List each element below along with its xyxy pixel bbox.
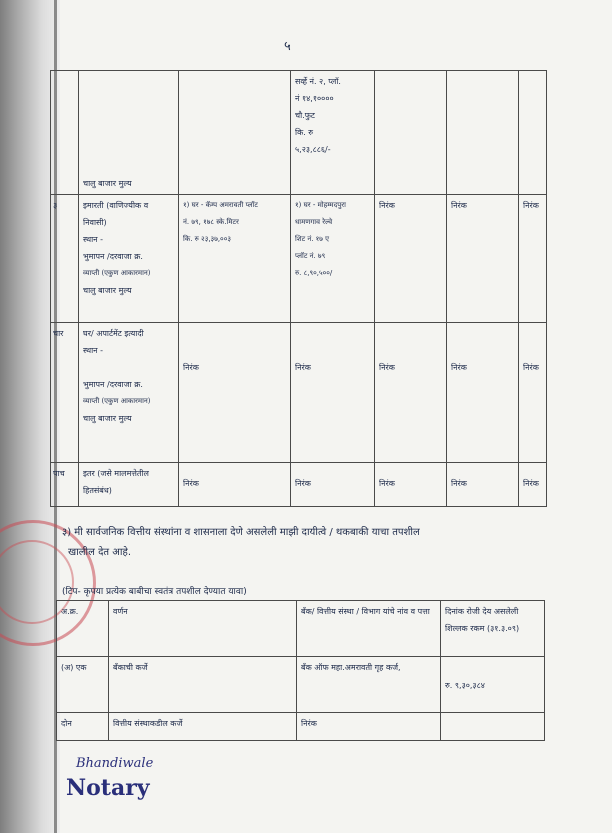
table-row — [57, 657, 545, 713]
cell-col2: १) घर - कॅम्प अमरावती प्लॉट नं. ७९, १७८ स्के.मिटर कि. रु २३,३७,००३ — [179, 195, 291, 323]
row-number: (अ) एक — [57, 657, 109, 713]
handwritten-signature: Bhandiwale — [76, 756, 154, 771]
row-number: दोन — [57, 713, 109, 741]
cell-col3: १) घर - मोहम्मदपुरा धामणगाव रेल्वे शिट नं. १७ ए प्लॉट नं. ७९ रु. ८,९०,५००/ — [291, 195, 375, 323]
row-desc: वित्तीय संस्थाकडील कर्जे — [109, 713, 297, 741]
assets-table — [50, 70, 547, 507]
notary-label: Notary — [66, 775, 150, 801]
section-heading: ३) मी सार्वजनिक वित्तीय संस्थांना व शासनाला देणे असलेली माझी दायीत्वे / थकबाकी याचा तपशील — [62, 527, 420, 538]
table-row — [51, 323, 547, 463]
row-desc: बँकाची कर्जे — [109, 657, 297, 713]
cell-col4: निरंक — [375, 195, 447, 323]
header-cell: बँक/ वित्तीय संस्था / विभाग यांचे नांव व पत्ता — [297, 601, 441, 657]
row-amount: रु. ९,३०,३८४ — [441, 657, 545, 713]
cell-label: इतर (जसे मालमत्तेतील हितसंबंध) — [79, 463, 179, 507]
row-number: चार — [51, 323, 79, 463]
row-bank: बँक ऑफ महा.अमरावती गृह कर्ज, — [297, 657, 441, 713]
row-number: पाच — [51, 463, 79, 507]
cell-col6: निरंक — [519, 195, 547, 323]
table-row — [51, 195, 547, 323]
row-number: ३ — [51, 195, 79, 323]
page-number: ५ — [284, 39, 291, 54]
section-heading-cont: खालील देत आहे. — [68, 547, 131, 558]
cell-col4: निरंक — [375, 323, 447, 463]
cell-label: इमारती (वाणिज्यीक व निवासी) स्थान - भुमापन /दरवाजा क्र. व्याप्ती (एकुण आकारमान) चालु बाजार मुल्य — [79, 195, 179, 323]
cell-col3: सर्व्हे नं. २, प्लॉ. नं १४,१०००० चौ.फुट कि. रु ५,२३,८८६/- — [291, 71, 375, 195]
cell-col5: निरंक — [447, 463, 519, 507]
section-note: (टिप- कृपया प्रत्येक बाबीचा स्वतंत्र तपशील देण्यात यावा) — [62, 587, 247, 597]
cell-col3: निरंक — [291, 323, 375, 463]
cell-col2: निरंक — [179, 463, 291, 507]
header-cell: दिनांक रोजी देय असलेली शिल्लक रकम (३१.३.०९) — [441, 601, 545, 657]
liabilities-table — [56, 600, 545, 741]
cell-col4: निरंक — [375, 463, 447, 507]
cell-col5: निरंक — [447, 195, 519, 323]
table-header-row — [57, 601, 545, 657]
header-cell: अ.क्र. — [57, 601, 109, 657]
cell-col3: निरंक — [291, 463, 375, 507]
table-row — [57, 713, 545, 741]
cell-col6: निरंक — [519, 323, 547, 463]
cell-col5: निरंक — [447, 323, 519, 463]
cell-label: चालु बाजार मुल्य — [79, 71, 179, 195]
header-cell: वर्णन — [109, 601, 297, 657]
row-amount — [441, 713, 545, 741]
cell-label: घर/ अपार्टमेंट इत्यादी स्थान - भुमापन /दरवाजा क्र. व्याप्ती (एकुण आकारमान) चालु बाजार मुल्य — [79, 323, 179, 463]
table-row — [51, 463, 547, 507]
table-row — [51, 71, 547, 195]
cell-col6: निरंक — [519, 463, 547, 507]
cell-col2: निरंक — [179, 323, 291, 463]
row-bank: निरंक — [297, 713, 441, 741]
